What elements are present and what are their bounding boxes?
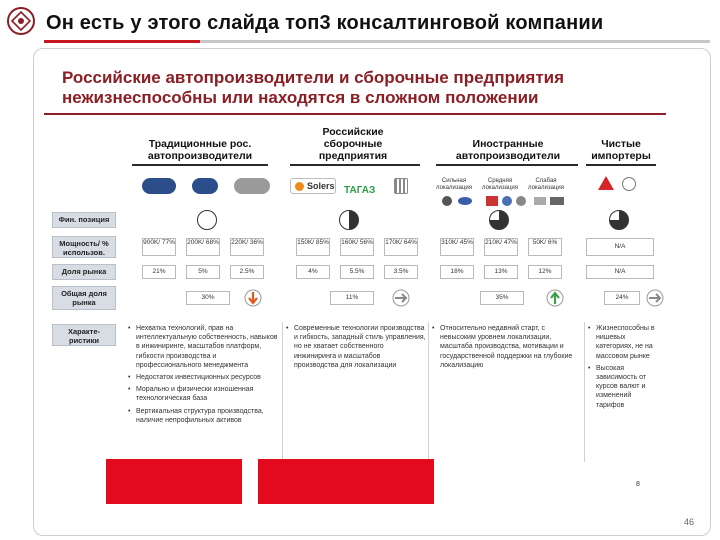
arrow-flat-icon <box>392 289 410 307</box>
col-head-importers: Чистые импортеры <box>591 138 651 162</box>
capacity-cell: 310K/ 45% <box>440 238 474 256</box>
fin-position-pie <box>488 209 510 231</box>
mercedes-logo <box>622 177 636 191</box>
foreign-brands-row <box>438 196 568 206</box>
capacity-cell: 170K/ 64% <box>384 238 418 256</box>
sollers-text: Solers <box>307 181 335 191</box>
capacity-cell: 160K/ 56% <box>340 238 374 256</box>
trait-item: • Высокая зависимость от курсов валют и изменений тарифов <box>588 364 656 410</box>
traits-list-assembly <box>286 324 426 373</box>
assembly-plant-icon <box>394 178 408 194</box>
brand-icon <box>486 196 498 206</box>
col-head-line-foreign <box>436 164 578 166</box>
brand-icon <box>550 197 564 205</box>
red-block-left <box>106 459 242 504</box>
footnote-marker: 8 <box>636 481 640 488</box>
col-head-foreign: Иностранные автопроизводители <box>455 138 561 162</box>
capacity-cell: 200K/ 68% <box>186 238 220 256</box>
brand-icon <box>442 196 452 206</box>
share-cell: 12% <box>528 265 562 279</box>
slide-title: Он есть у этого слайда топ3 консалтинговой компании <box>46 12 604 34</box>
share-cell: 3.5% <box>384 265 418 279</box>
row-label-fin: Фин. позиция <box>52 212 116 228</box>
row-label-total-share: Общая доля рынка <box>52 286 116 310</box>
trait-item: • Жизнеспособны в нишевых категориях, не на массовом рынке <box>588 324 656 361</box>
traits-list-importers <box>588 324 656 413</box>
gaz-logo <box>192 178 218 194</box>
share-cell: 2.5% <box>230 265 264 279</box>
share-cell: 13% <box>484 265 518 279</box>
trait-item: • Вертикальная структура производства, наличие непрофильных активов <box>128 407 278 425</box>
uaz-logo <box>234 178 270 194</box>
col-head-line-assembly <box>290 164 420 166</box>
sublabel-medium: Средняя локализация <box>482 178 518 191</box>
col-head-line-traditional <box>132 164 268 166</box>
capacity-cell: 50K/ 6% <box>528 238 562 256</box>
share-cell: 21% <box>142 265 176 279</box>
column-divider <box>584 322 585 462</box>
traits-list-foreign <box>432 324 582 373</box>
sollers-logo <box>290 178 336 194</box>
share-cell: 4% <box>296 265 330 279</box>
title-underline-grey <box>200 40 710 43</box>
traits-list-traditional <box>128 324 278 428</box>
arrow-down-icon <box>244 289 262 307</box>
share-cell: N/A <box>586 265 654 279</box>
brand-icon <box>516 196 526 206</box>
capacity-cell: 900K/ 77% <box>142 238 176 256</box>
capacity-cell: 150K/ 85% <box>296 238 330 256</box>
trait-item: • Относительно недавний старт, с невысоким уровнем локализации, масштаба производства, мотивации и государственной поддержки на глубокие локализацию <box>432 324 582 370</box>
page-number: 46 <box>684 517 695 527</box>
row-label-capacity: Мощность/ % использов. <box>52 236 116 258</box>
trait-item: • Нехватка технологий, прав на интеллектуальную собственность, навыков в инжиниринге, масштабов платформ, гибкости производства и профессионального менеджмента <box>128 324 278 370</box>
capacity-cell: 210K/ 47% <box>484 238 518 256</box>
capacity-cell: 220K/ 36% <box>230 238 264 256</box>
arrow-flat-icon <box>646 289 664 307</box>
share-cell: 5.5% <box>340 265 374 279</box>
trait-item: • Современные технологии производства и гибкость, западный стиль управления, но не хватает собственного инжиниринга и масштабов производства для локализации <box>286 324 426 370</box>
headline-rule <box>44 113 666 115</box>
trait-item: • Морально и физически изношенная технологическая база <box>128 385 278 403</box>
col-head-line-importers <box>586 164 656 166</box>
tagaz-text: ТАГАЗ <box>344 185 376 196</box>
mitsubishi-logo <box>598 176 614 190</box>
row-label-share: Доля рынка <box>52 264 116 280</box>
slide-headline: Российские автопроизводители и сборочные предприятия нежизнеспособны или находятся в сложном положении <box>62 68 565 107</box>
share-cell: 18% <box>440 265 474 279</box>
column-divider <box>282 322 283 462</box>
column-divider <box>428 322 429 462</box>
sublabel-strong: Сильная локализация <box>436 178 472 191</box>
lada-logo <box>142 178 176 194</box>
brand-icon <box>502 196 512 206</box>
company-logo <box>6 6 36 36</box>
total-share-cell: 35% <box>480 291 524 305</box>
col-head-assembly: Российские сборочные предприятия <box>318 126 388 162</box>
sollers-mark-icon <box>295 182 304 191</box>
capacity-cell: N/A <box>586 238 654 256</box>
total-share-cell: 11% <box>330 291 374 305</box>
share-cell: 5% <box>186 265 220 279</box>
sublabel-weak: Слабая локализация <box>528 178 564 191</box>
brand-icon <box>458 197 472 205</box>
fin-position-pie <box>608 209 630 231</box>
red-block-right <box>258 459 434 504</box>
arrow-up-icon <box>546 289 564 307</box>
fin-position-pie <box>196 209 218 231</box>
trait-item: • Недостаток инвестиционных ресурсов <box>128 373 278 382</box>
brand-icon <box>534 197 546 205</box>
tagaz-logo <box>344 180 382 196</box>
total-share-cell: 24% <box>604 291 640 305</box>
col-head-traditional: Традиционные рос. автопроизводители <box>147 138 253 162</box>
total-share-cell: 30% <box>186 291 230 305</box>
fin-position-pie <box>338 209 360 231</box>
row-label-traits: Характе- ристики <box>52 324 116 346</box>
